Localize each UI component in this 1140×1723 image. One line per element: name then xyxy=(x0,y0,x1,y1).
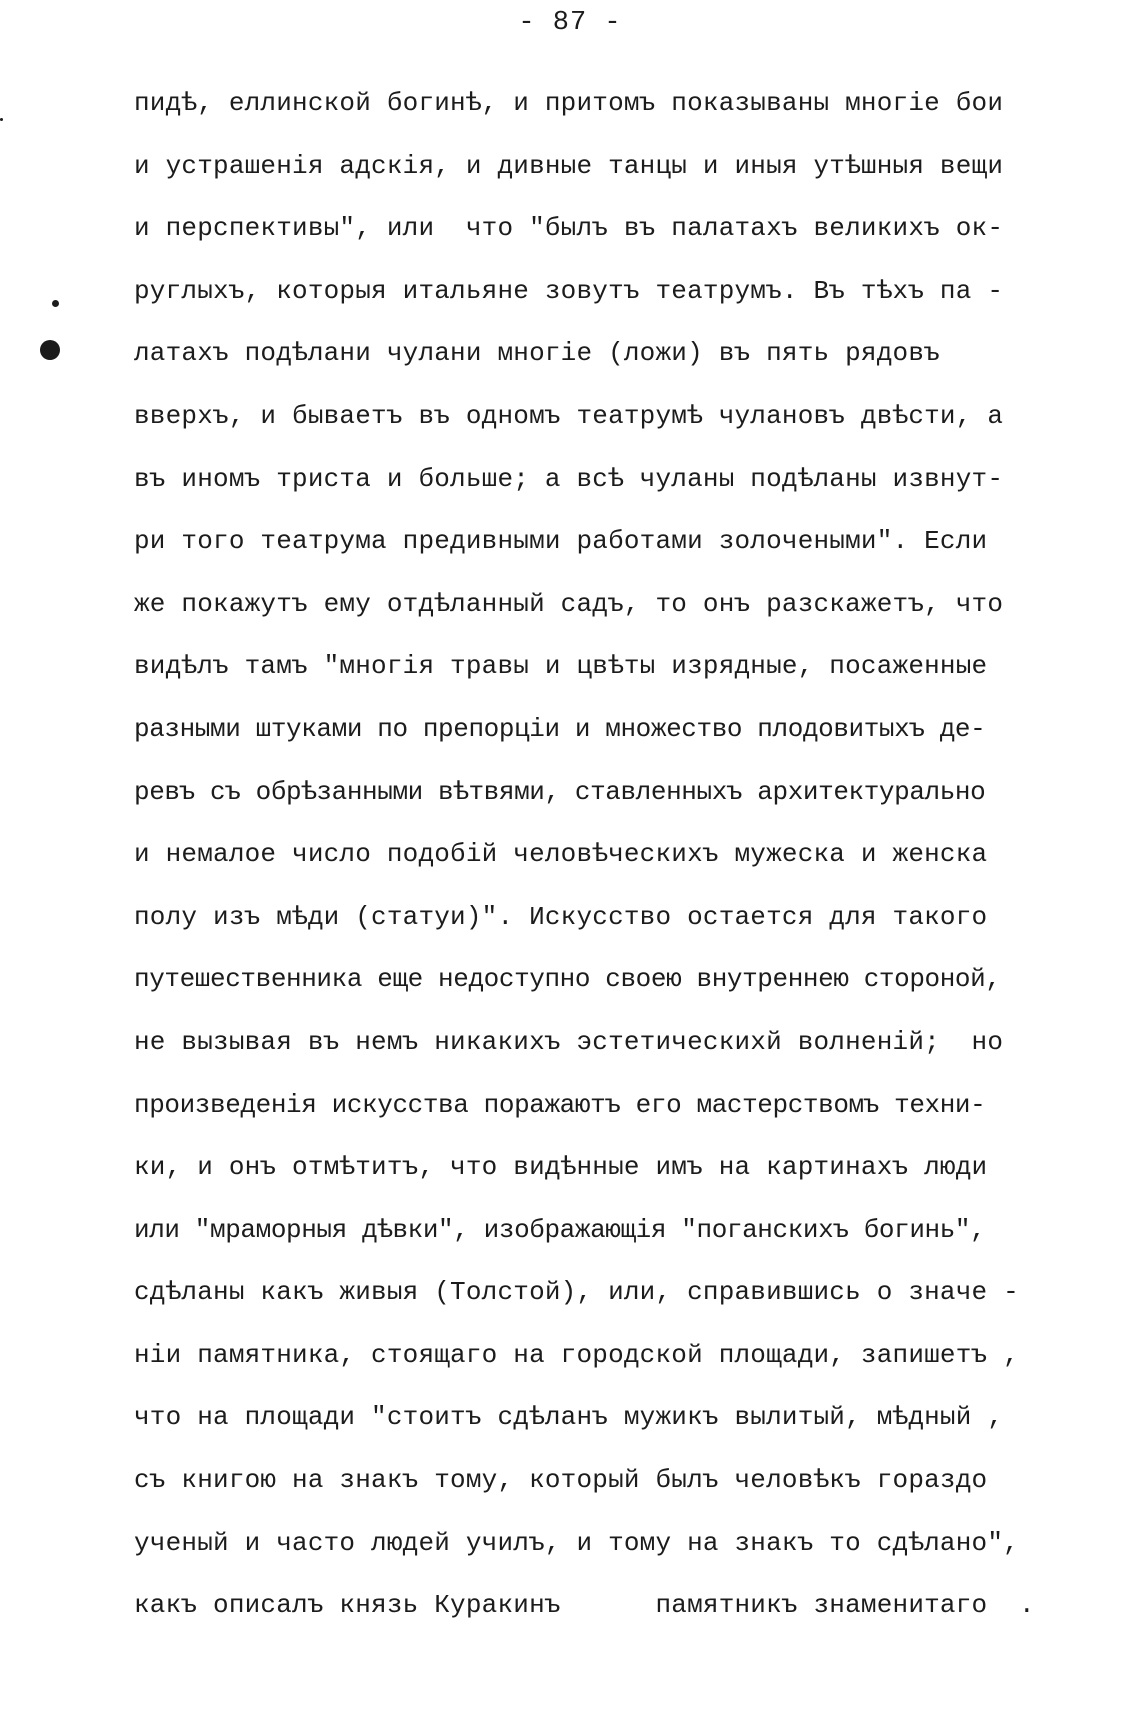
margin-dot xyxy=(52,300,59,307)
text-line: вверхъ, и бываетъ въ одномъ театрумѣ чулановъ двѣсти, а xyxy=(134,400,1004,431)
text-line: что на площади "стоитъ сдѣланъ мужикъ вылитый, мѣдный , xyxy=(134,1402,1004,1433)
text-line: какъ описалъ князь Куракинъ памятникъ знаменитаго . xyxy=(134,1590,1035,1621)
text-line: видѣлъ тамъ "многiя травы и цвѣты изрядные, посаженные xyxy=(134,651,988,682)
text-line: латахъ подѣлани чулани многiе (ложи) въ пять рядовъ xyxy=(134,338,940,369)
text-line: сдѣланы какъ живыя (Толстой), или, справившись о значе - xyxy=(134,1277,1019,1308)
margin-blot xyxy=(40,340,60,360)
text-line: или "мраморныя дѣвки", изображающiя "поганскихъ богинь", xyxy=(134,1214,986,1245)
text-line: и устрашенiя адскiя, и дивные танцы и иныя утѣшныя вещи xyxy=(134,150,1004,181)
page-number: - 87 - xyxy=(518,8,622,38)
text-line: и перспективы", или что "былъ въ палатахъ великихъ ок- xyxy=(134,213,1004,244)
text-line: ри того театрума предивными работами золочеными". Если xyxy=(134,526,988,557)
text-line: ученый и часто людей училъ, и тому на знакъ то сдѣлано", xyxy=(134,1527,1019,1558)
text-line: руглыхъ, которыя итальяне зовутъ театрумъ. Въ тѣхъ па - xyxy=(134,275,1004,306)
text-line: ревъ съ обрѣзанными вѣтвями, ставленныхъ архитектурально xyxy=(134,776,986,807)
text-line: съ книгою на знакъ тому, который былъ человѣкъ гораздо xyxy=(134,1465,988,1496)
text-line: произведенiя искусства поражаютъ его мастерствомъ техни- xyxy=(134,1089,986,1120)
text-line: пидѣ, еллинской богинѣ, и притомъ показываны многiе бои xyxy=(134,88,1004,118)
body-text xyxy=(134,72,1124,1637)
margin-speck xyxy=(0,118,3,121)
text-line: нiи памятника, стоящаго на городской площади, запишетъ , xyxy=(134,1339,1019,1370)
text-line: не вызывая въ немъ никакихъ эстетическихй волненiй; но xyxy=(134,1026,1004,1057)
text-line: же покажутъ ему отдѣланный садъ, то онъ разскажетъ, что xyxy=(134,588,1004,619)
text-line: путешественника еще недоступно своею внутреннею стороной, xyxy=(134,964,1001,995)
text-line: полу изъ мѣди (статуи)". Искусство остается для такого xyxy=(134,901,988,932)
text-line: и немалое число подобiй человѣческихъ мужеска и женска xyxy=(134,839,988,870)
text-line: разными штуками по препорцiи и множество плодовитыхъ де- xyxy=(134,713,986,744)
text-line: ки, и онъ отмѣтитъ, что видѣнные имъ на картинахъ люди xyxy=(134,1152,988,1183)
text-line: въ иномъ триста и больше; а всѣ чуланы подѣланы извнут- xyxy=(134,463,1004,494)
